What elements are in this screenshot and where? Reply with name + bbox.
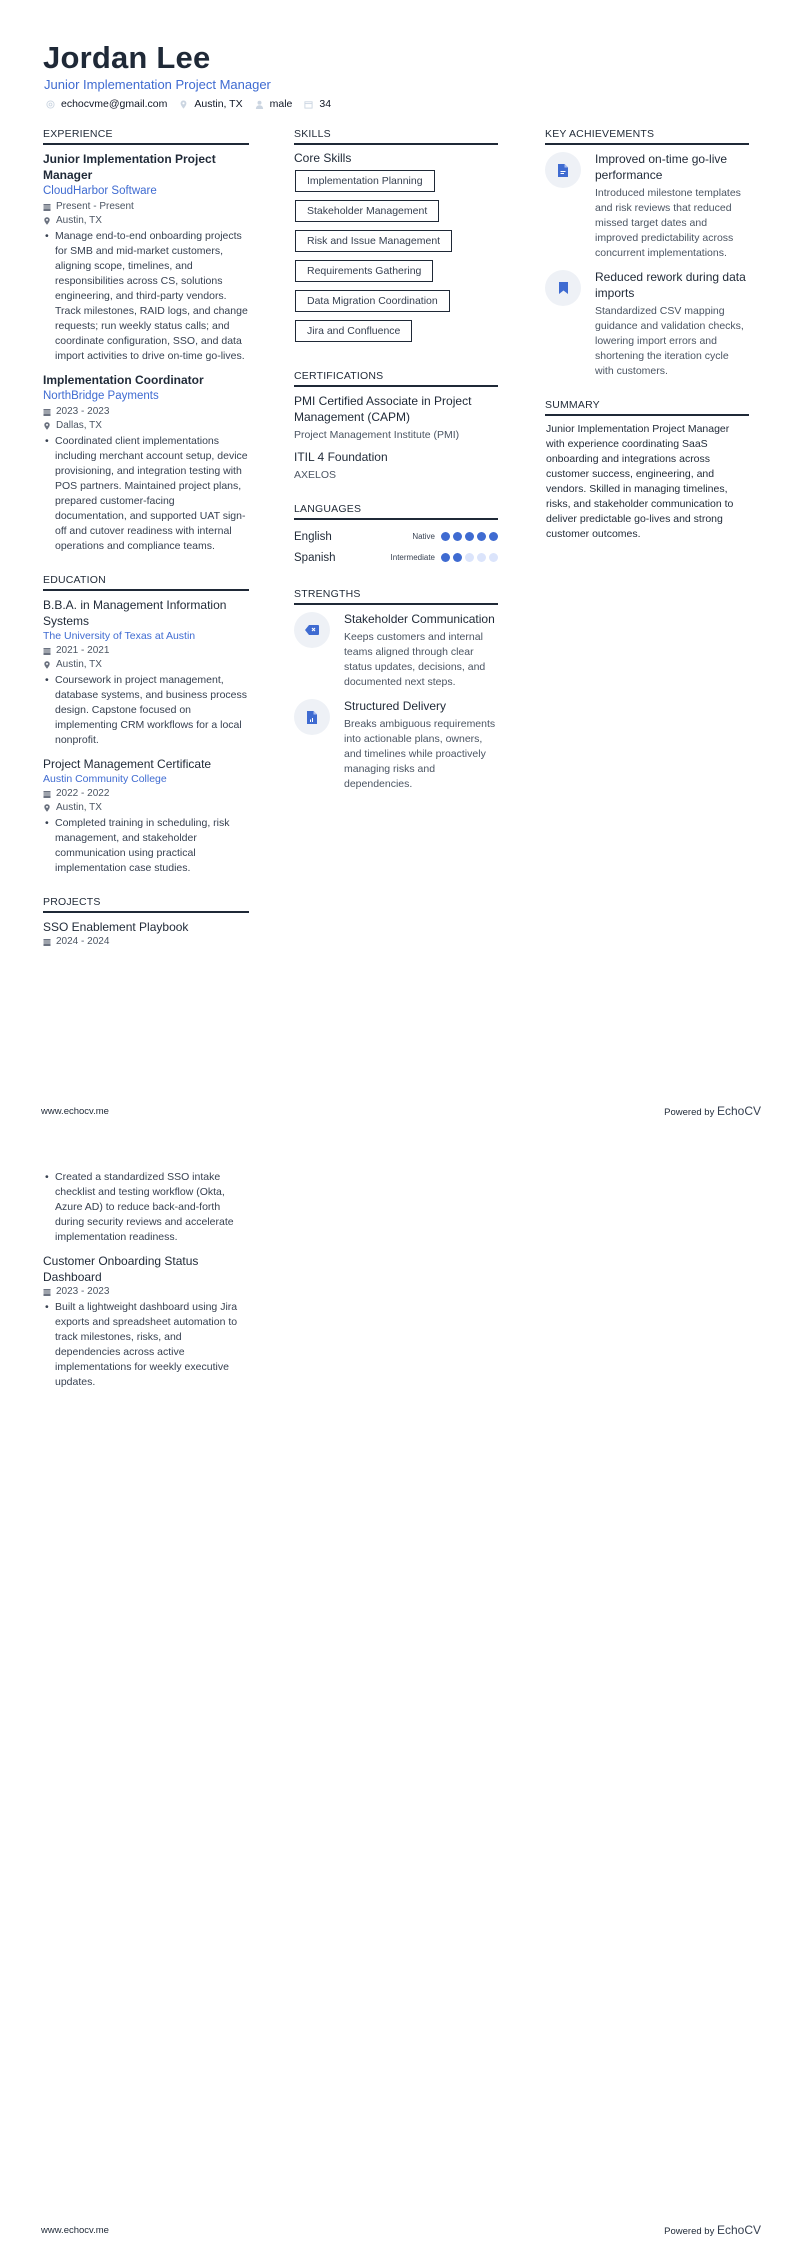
- location-text: Austin, TX: [56, 802, 102, 813]
- strength-icon-badge: [294, 612, 330, 648]
- chart-document-icon: [307, 711, 317, 724]
- footer-website-link[interactable]: www.echocv.me: [41, 2224, 109, 2236]
- job-location: [43, 214, 249, 228]
- contact-gender-text: male: [269, 98, 293, 110]
- language-level: Native: [412, 532, 435, 541]
- location-text: Austin, TX: [56, 215, 102, 226]
- experience-section: [43, 128, 249, 554]
- resume-page-2: [0, 1123, 794, 2246]
- powered-by-label: Powered by: [664, 1107, 717, 1118]
- achievement-item: [545, 151, 749, 261]
- language-row: [294, 547, 498, 568]
- dot-filled: [465, 532, 474, 541]
- project-bullets: [43, 1170, 249, 1245]
- document-icon: [558, 164, 568, 177]
- dates-text: 2022 - 2022: [56, 788, 110, 799]
- calendar-icon: [304, 100, 313, 109]
- skill-chip: Jira and Confluence: [295, 320, 412, 342]
- language-proficiency: [412, 532, 498, 541]
- middle-column: [294, 128, 498, 812]
- summary-text: Junior Implementation Project Manager with experience coordinating SaaS onboarding and integrations across customer success, engineering, and vendors. Skilled in managing timelines, risks, and stakeholder communication to deliver predictable go-lives and strong customer outcomes.: [546, 423, 734, 540]
- job-bullets: [43, 434, 249, 554]
- section-title: KEY ACHIEVEMENTS: [545, 128, 749, 145]
- page-footer: [41, 2223, 761, 2237]
- location-pin-icon: [43, 804, 51, 812]
- contact-age-text: 34: [319, 98, 332, 110]
- user-icon: [255, 100, 264, 109]
- calendar-icon: [43, 408, 51, 416]
- strength-body: [344, 698, 498, 792]
- projects-section: [43, 896, 249, 949]
- achievement-desc: Standardized CSV mapping guidance and validation checks, lowering import errors and shortening the iteration cycle with customers.: [595, 305, 744, 377]
- backspace-tag-icon: [305, 625, 319, 635]
- achievement-icon-badge: [545, 270, 581, 306]
- skills-list: [294, 170, 498, 350]
- dates-text: 2024 - 2024: [56, 936, 110, 947]
- job-dates: [43, 200, 249, 214]
- achievement-title: Reduced rework during data imports: [595, 270, 746, 300]
- job-location: [43, 419, 249, 433]
- degree-title: Project Management Certificate: [43, 757, 212, 771]
- dates-text: Present - Present: [56, 201, 134, 212]
- cert-issuer: AXELOS: [294, 469, 337, 481]
- edu-bullets: [43, 816, 249, 876]
- achievement-title: Improved on-time go-live performance: [595, 152, 728, 182]
- project-dates: [43, 1285, 249, 1299]
- proficiency-dots: [441, 532, 498, 541]
- job-bullets: [43, 229, 249, 364]
- achievement-icon-badge: [545, 152, 581, 188]
- section-title: PROJECTS: [43, 896, 249, 913]
- dates-text: 2021 - 2021: [56, 645, 110, 656]
- education-entry: [43, 756, 249, 876]
- bullet-item: • Built a lightweight dashboard using Jira exports and spreadsheet automation to track milestones, risks, and dependencies across active implementations for weekly executive updates.: [43, 1300, 249, 1390]
- candidate-name: Jordan Lee: [43, 40, 211, 75]
- bullet-item: • Coursework in project management, database systems, and business process design. Capstone focused on implementing CRM workflows for a local nonprofit.: [43, 673, 249, 748]
- company-name: CloudHarbor Software: [43, 185, 157, 197]
- bullet-item: • Completed training in scheduling, risk management, and stakeholder communication using practical implementation case studies.: [43, 816, 249, 876]
- strengths-section: [294, 588, 498, 792]
- bullet-item: • Coordinated client implementations including merchant account setup, device provisioning, and integration testing with POS partners. Maintained project plans, prepared customer-facing documentation, and supported UAT sign-off and cutover readiness with internal operations and compliance teams.: [43, 434, 249, 554]
- calendar-icon: [43, 938, 51, 946]
- skills-group-title: Core Skills: [294, 151, 352, 165]
- dot-filled: [441, 553, 450, 562]
- location-pin-icon: [179, 100, 188, 109]
- footer-brand-link[interactable]: EchoCV: [716, 2223, 761, 2237]
- strength-item: [294, 611, 498, 690]
- edu-dates: [43, 644, 249, 658]
- dot-filled: [453, 532, 462, 541]
- degree-title: B.B.A. in Management Information Systems: [43, 598, 227, 628]
- summary-section: [545, 399, 749, 542]
- left-column-continued: [43, 1169, 249, 1398]
- dot-filled: [453, 553, 462, 562]
- school-name: The University of Texas at Austin: [43, 630, 196, 642]
- location-text: Austin, TX: [56, 659, 102, 670]
- job-dates: [43, 405, 249, 419]
- language-name: English: [294, 530, 332, 543]
- calendar-icon: [43, 647, 51, 655]
- contact-email[interactable]: [46, 98, 167, 110]
- footer-website-link[interactable]: www.echocv.me: [41, 1105, 109, 1117]
- dot-empty: [477, 553, 486, 562]
- project-entry: [43, 1253, 249, 1390]
- strength-title: Structured Delivery: [344, 699, 447, 713]
- language-level: Intermediate: [390, 553, 435, 562]
- achievement-body: [595, 269, 749, 379]
- project-dates: [43, 935, 249, 949]
- section-title: LANGUAGES: [294, 503, 498, 520]
- project-name: SSO Enablement Playbook: [43, 920, 189, 934]
- cert-name: PMI Certified Associate in Project Management (CAPM): [294, 394, 472, 424]
- strength-desc: Keeps customers and internal teams aligned through clear status updates, decisions, and documented next steps.: [344, 631, 486, 688]
- dot-empty: [489, 553, 498, 562]
- edu-dates: [43, 787, 249, 801]
- language-row: [294, 526, 498, 547]
- bullet-item: • Created a standardized SSO intake checklist and testing workflow (Okta, Azure AD) to reduce back-and-forth during security reviews and accelerate implementation readiness.: [43, 1170, 249, 1245]
- achievement-body: [595, 151, 749, 261]
- strength-icon-badge: [294, 699, 330, 735]
- experience-entry: [43, 151, 249, 364]
- strength-item: [294, 698, 498, 792]
- candidate-headline: Junior Implementation Project Manager: [44, 77, 271, 92]
- footer-powered-by: [664, 2223, 761, 2237]
- calendar-icon: [43, 790, 51, 798]
- calendar-icon: [43, 1288, 51, 1296]
- calendar-icon: [43, 203, 51, 211]
- right-column: [545, 128, 749, 562]
- project-name: Customer Onboarding Status Dashboard: [43, 1254, 199, 1284]
- location-pin-icon: [43, 217, 51, 225]
- project-bullets: [43, 1300, 249, 1390]
- at-icon: [46, 100, 55, 109]
- section-title: SKILLS: [294, 128, 498, 145]
- strength-title: Stakeholder Communication: [344, 612, 495, 626]
- education-section: [43, 574, 249, 876]
- proficiency-dots: [441, 553, 498, 562]
- skill-chip: Data Migration Coordination: [295, 290, 450, 312]
- strength-desc: Breaks ambiguous requirements into actionable plans, owners, and timelines while proactively managing risks and dependencies.: [344, 718, 496, 790]
- company-name: NorthBridge Payments: [43, 390, 159, 402]
- experience-entry: [43, 372, 249, 554]
- dot-empty: [465, 553, 474, 562]
- edu-bullets: [43, 673, 249, 748]
- contact-row: [46, 98, 331, 110]
- languages-section: [294, 503, 498, 568]
- skill-chip: Risk and Issue Management: [295, 230, 452, 252]
- achievement-desc: Introduced milestone templates and risk reviews that reduced missed target dates and improved predictability across concurrent implementations.: [595, 187, 741, 259]
- strength-body: [344, 611, 498, 690]
- dates-text: 2023 - 2023: [56, 1286, 110, 1297]
- location-pin-icon: [43, 661, 51, 669]
- education-entry: [43, 597, 249, 748]
- school-name: Austin Community College: [43, 773, 167, 785]
- section-title: CERTIFICATIONS: [294, 370, 498, 387]
- powered-by-label: Powered by: [664, 2226, 717, 2237]
- bullet-item: • Manage end-to-end onboarding projects for SMB and mid-market customers, aligning scope, timelines, and responsibilities across CS, solutions engineering, and third-party vendors. Track milestones, RAID logs, and change requests; run weekly status calls; and coordinate configuration, SSO, and data import activities to drive on-time go-lives.: [43, 229, 249, 364]
- location-pin-icon: [43, 422, 51, 430]
- section-title: EXPERIENCE: [43, 128, 249, 145]
- language-name: Spanish: [294, 551, 336, 564]
- cert-issuer: Project Management Institute (PMI): [294, 429, 460, 441]
- project-entry: [43, 919, 249, 949]
- contact-location: [179, 98, 242, 110]
- page-footer: [41, 1104, 761, 1118]
- skills-section: [294, 128, 498, 350]
- dates-text: 2023 - 2023: [56, 406, 110, 417]
- dot-filled: [477, 532, 486, 541]
- footer-brand-link[interactable]: EchoCV: [716, 1104, 761, 1118]
- achievements-section: [545, 128, 749, 379]
- contact-age: [304, 98, 331, 110]
- location-text: Dallas, TX: [56, 420, 102, 431]
- skill-chip: Implementation Planning: [295, 170, 435, 192]
- skill-chip: Requirements Gathering: [295, 260, 433, 282]
- achievement-item: [545, 269, 749, 379]
- cert-name: ITIL 4 Foundation: [294, 450, 388, 464]
- contact-gender: [255, 98, 293, 110]
- section-title: SUMMARY: [545, 399, 749, 416]
- job-title: Junior Implementation Project Manager: [43, 152, 216, 182]
- certifications-section: [294, 370, 498, 483]
- contact-location-text: Austin, TX: [194, 98, 243, 110]
- edu-location: [43, 801, 249, 815]
- contact-email-text: echocvme@gmail.com: [61, 98, 168, 110]
- dot-filled: [489, 532, 498, 541]
- dot-filled: [441, 532, 450, 541]
- edu-location: [43, 658, 249, 672]
- section-title: EDUCATION: [43, 574, 249, 591]
- bookmark-icon: [559, 282, 568, 294]
- section-title: STRENGTHS: [294, 588, 498, 605]
- left-column: [43, 128, 249, 969]
- footer-powered-by: [664, 1104, 761, 1118]
- language-proficiency: [391, 553, 498, 562]
- job-title: Implementation Coordinator: [43, 373, 204, 387]
- skill-chip: Stakeholder Management: [295, 200, 439, 222]
